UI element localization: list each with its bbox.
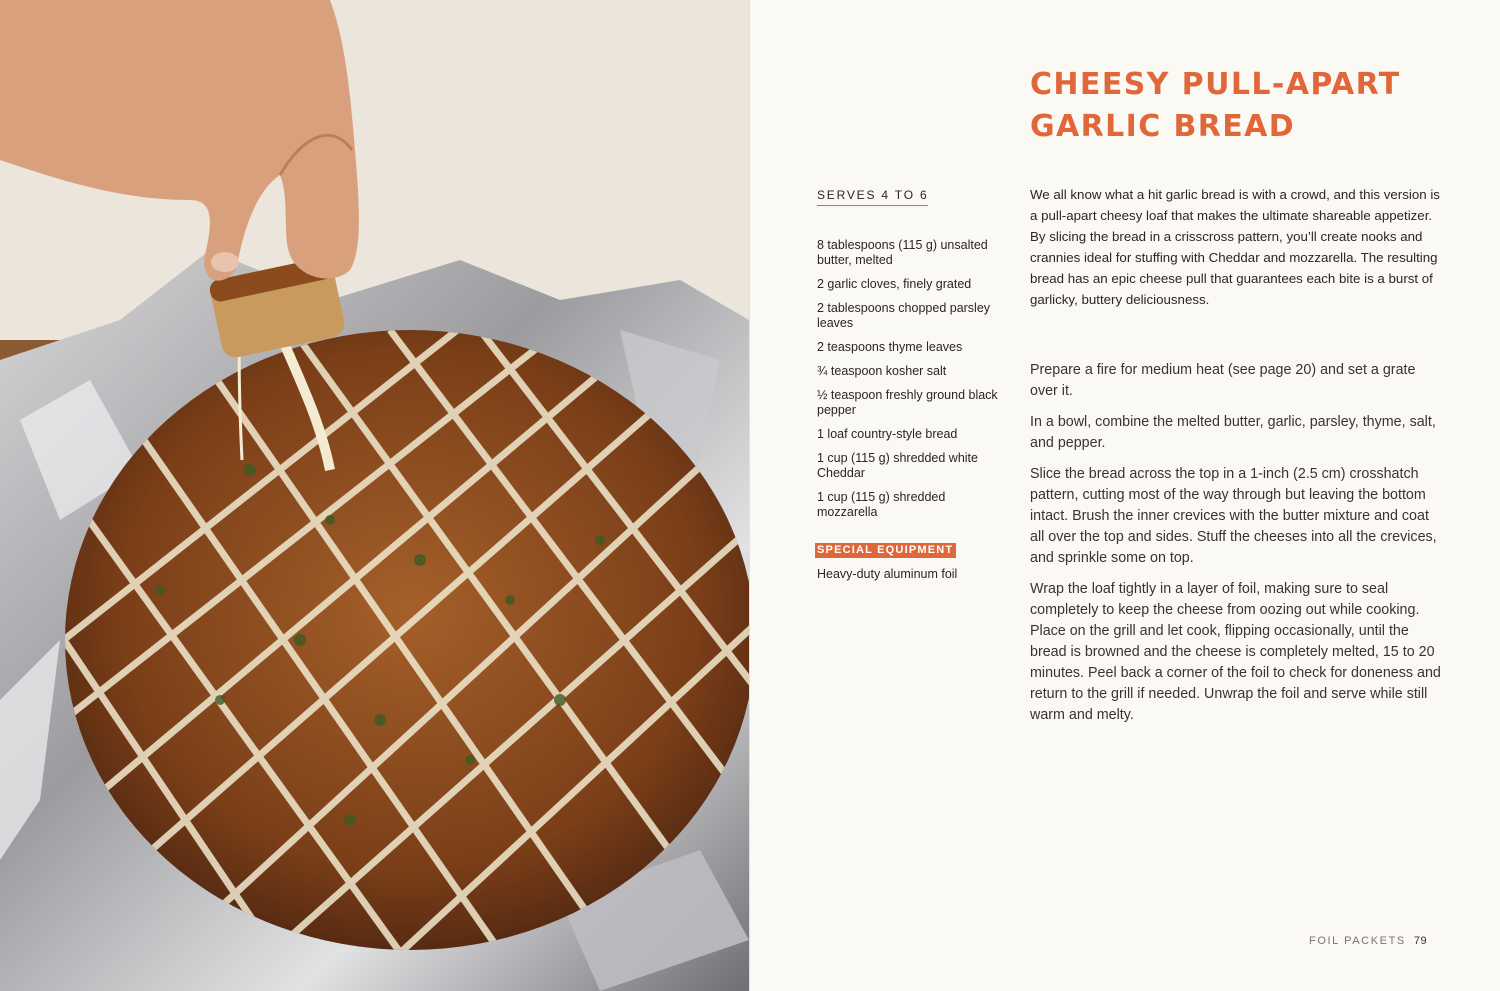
ingredient-item: 2 garlic cloves, finely grated — [817, 277, 972, 291]
page-gutter — [749, 0, 750, 991]
ingredient-item: 2 teaspoons thyme leaves — [817, 340, 963, 354]
ingredient-item: 1 cup (115 g) shredded mozzarella — [817, 490, 946, 519]
method-step: Wrap the loaf tightly in a layer of foil, making sure to seal completely to keep the cheese from oozing out while cooking. Place on the grill and let cook, flipping occasionally, until the bread is browned and the cheese is completely melted, 15 to 20 minutes. Peel back a corner of the foil to check for doneness and return to the grill if needed. Unwrap the foil and serve while still warm and melty. — [1030, 581, 1441, 723]
ingredient-item: ¾ teaspoon kosher salt — [817, 364, 947, 378]
ingredient-item: ½ teaspoon freshly ground black pepper — [817, 388, 998, 417]
method-step: In a bowl, combine the melted butter, garlic, parsley, thyme, salt, and pepper. — [1030, 414, 1436, 451]
serves-label: SERVES 4 TO 6 — [817, 188, 928, 206]
ingredient-item: 1 loaf country-style bread — [817, 427, 958, 441]
method-step: Prepare a fire for medium heat (see page 20) and set a grate over it. — [1030, 362, 1416, 399]
recipe-photo — [0, 0, 749, 991]
page-footer — [1309, 935, 1427, 947]
recipe-title-line-2: GARLIC BREAD — [1030, 109, 1296, 144]
special-equipment-label: SPECIAL EQUIPMENT — [815, 543, 956, 558]
recipe-title-line-1: CHEESY PULL-APART — [1030, 67, 1401, 102]
recipe-intro: We all know what a hit garlic bread is with a crowd, and this version is a pull-apart cheesy loaf that makes the ultimate shareable appetizer. By slicing the bread in a crisscross pattern, you’ll create nooks and crannies ideal for stuffing with Cheddar and mozzarella. The resulting bread has an epic cheese pull that guarantees each bite is a burst of garlicky, buttery deliciousness. — [1030, 187, 1440, 307]
garlic-bread-illustration — [0, 0, 749, 991]
ingredient-item: 8 tablespoons (115 g) unsalted butter, melted — [817, 238, 988, 267]
page-number: 79 — [1413, 935, 1428, 947]
method-step: Slice the bread across the top in a 1-inch (2.5 cm) crosshatch pattern, cutting most of the way through but leaving the bottom intact. Brush the inner crevices with the butter mixture and coat all over the top and sides. Stuff the cheeses into all the crevices, and sprinkle some on top. — [1030, 466, 1437, 566]
method-steps — [1030, 360, 1442, 736]
ingredient-list — [817, 238, 1007, 529]
special-equipment-item: Heavy-duty aluminum foil — [817, 567, 958, 581]
ingredient-item: 1 cup (115 g) shredded white Cheddar — [817, 451, 978, 480]
recipe-title — [1030, 64, 1450, 148]
section-name: FOIL PACKETS — [1309, 935, 1406, 947]
ingredient-item: 2 tablespoons chopped parsley leaves — [817, 301, 991, 330]
